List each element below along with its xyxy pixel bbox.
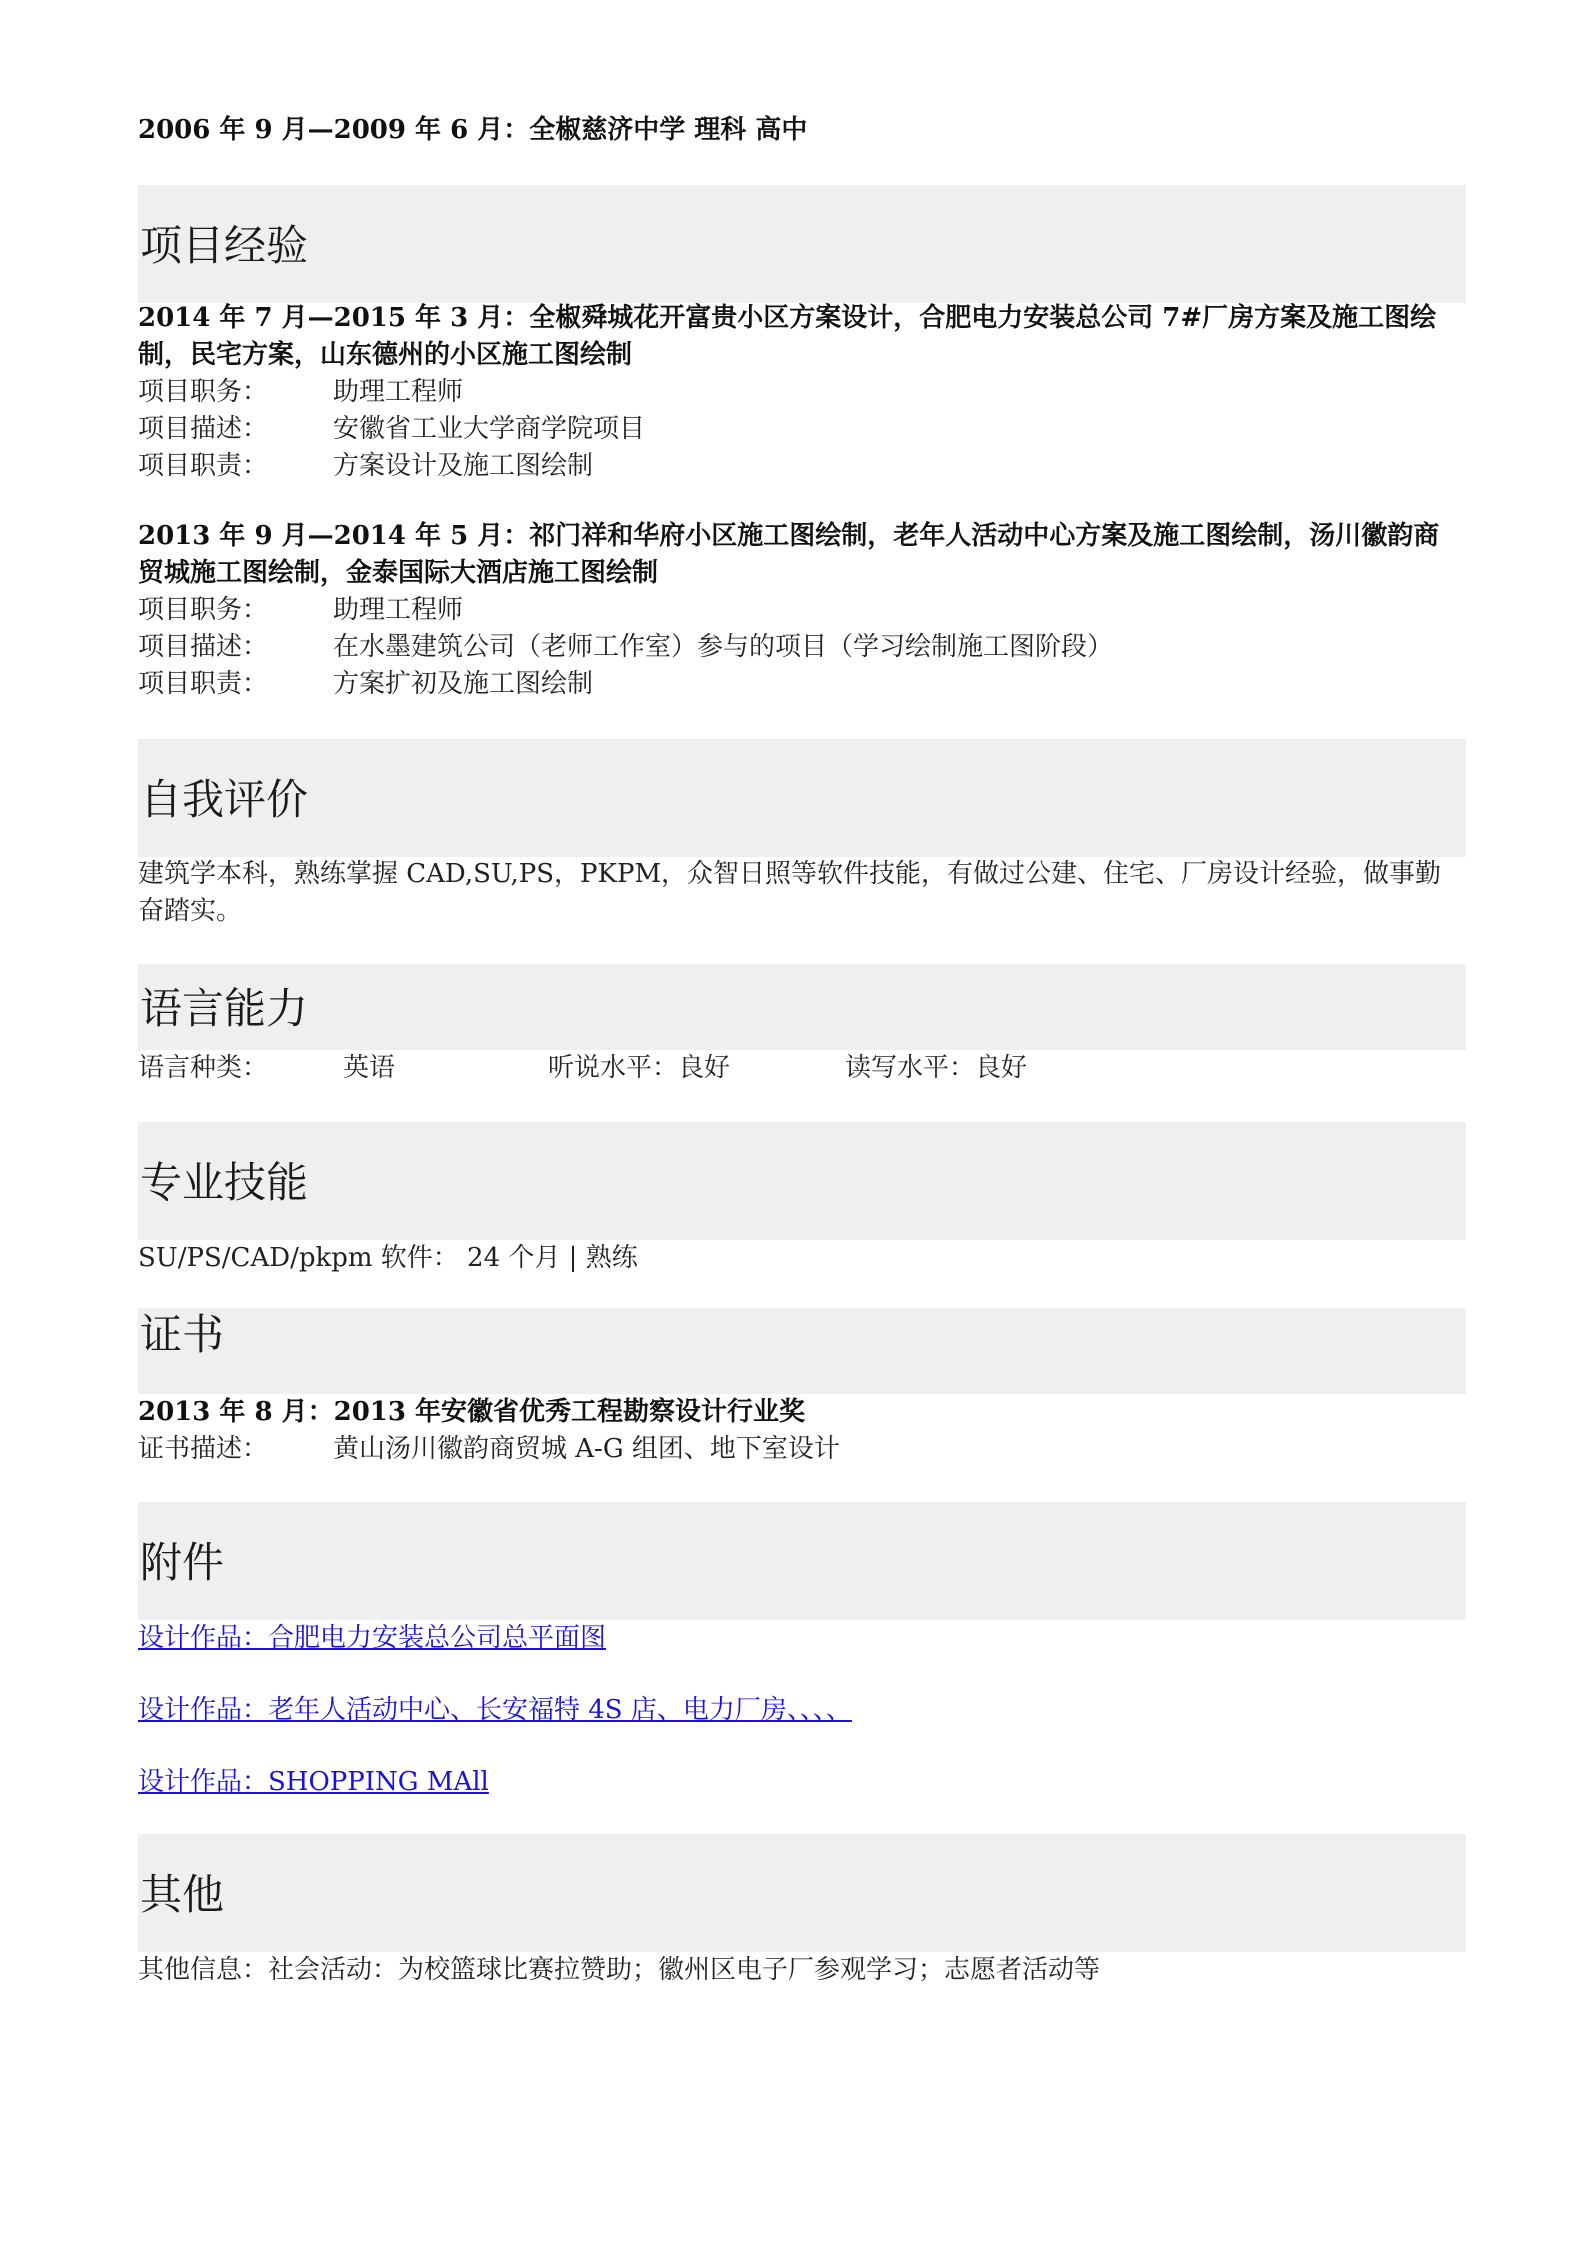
language-row <box>138 1050 1462 1087</box>
field-label: 项目描述： <box>138 632 269 662</box>
field-value: 黄山汤川徽韵商贸城 A-G 组团、地下室设计 <box>333 1434 840 1464</box>
project-duty-row <box>138 666 1462 703</box>
project-desc-row <box>138 411 1462 448</box>
section-title-certs: 证书 <box>140 1310 225 1359</box>
field-label: 项目职务： <box>138 595 269 625</box>
project-header: 2013 年 9 月—2014 年 5 月：祁门祥和华府小区施工图绘制，老年人活动中心方案及施工图绘制，汤川徽韵商贸城施工图绘制，金泰国际大酒店施工图绘制 <box>138 521 1440 588</box>
attachment-link-2[interactable]: 设计作品：老年人活动中心、长安福特 4S 店、电力厂房、、、、 <box>138 1695 852 1725</box>
field-value: 在水墨建筑公司（老师工作室）参与的项目（学习绘制施工图阶段） <box>333 632 1114 662</box>
section-title-self-eval: 自我评价 <box>140 775 309 824</box>
field-label: 项目描述： <box>138 414 269 444</box>
section-certs <box>138 1308 1466 1394</box>
field-label: 证书描述： <box>138 1434 269 1464</box>
section-title-projects: 项目经验 <box>140 221 309 270</box>
field-label: 项目职责： <box>138 451 269 481</box>
cert-desc-row <box>138 1431 1462 1468</box>
field-value: 方案设计及施工图绘制 <box>333 451 594 481</box>
section-title-language: 语言能力 <box>140 984 309 1033</box>
field-value: 方案扩初及施工图绘制 <box>333 669 594 699</box>
section-title-skills: 专业技能 <box>140 1158 309 1207</box>
field-value: 安徽省工业大学商学院项目 <box>333 414 646 444</box>
language-type: 英语 <box>343 1053 396 1083</box>
education-line: 2006 年 9 月—2009 年 6 月：全椒慈济中学 理科 高中 <box>138 115 808 145</box>
section-other <box>138 1834 1466 1952</box>
section-skills <box>138 1122 1466 1240</box>
self-eval-text: 建筑学本科，熟练掌握 CAD,SU,PS，PKPM，众智日照等软件技能，有做过公建、住宅、厂房设计经验，做事勤奋踏实。 <box>138 859 1442 926</box>
field-value: 助理工程师 <box>333 377 464 407</box>
section-language <box>138 964 1466 1050</box>
attachment-link-1[interactable]: 设计作品：合肥电力安装总公司总平面图 <box>138 1623 607 1653</box>
project-item-2 <box>138 518 1462 703</box>
project-role-row <box>138 374 1462 411</box>
project-item-1 <box>138 300 1462 485</box>
project-desc-row <box>138 629 1462 666</box>
cert-header: 2013 年 8 月：2013 年安徽省优秀工程勘察设计行业奖 <box>138 1397 806 1427</box>
field-label: 项目职责： <box>138 669 269 699</box>
other-text: 其他信息：社会活动：为校篮球比赛拉赞助；徽州区电子厂参观学习；志愿者活动等 <box>138 1955 1101 1985</box>
field-value: 助理工程师 <box>333 595 464 625</box>
language-write: 读写水平：良好 <box>845 1053 1028 1083</box>
section-title-other: 其他 <box>140 1870 225 1919</box>
project-duty-row <box>138 448 1462 485</box>
field-label: 项目职务： <box>138 377 269 407</box>
project-header: 2014 年 7 月—2015 年 3 月：全椒舜城花开富贵小区方案设计，合肥电力安装总公司 7#厂房方案及施工图绘制，民宅方案，山东德州的小区施工图绘制 <box>138 303 1437 370</box>
section-title-attachments: 附件 <box>140 1538 225 1587</box>
section-projects <box>138 185 1466 303</box>
section-attachments <box>138 1502 1466 1620</box>
project-role-row <box>138 592 1462 629</box>
attachment-link-3[interactable]: 设计作品：SHOPPING MAll <box>138 1767 489 1797</box>
language-type-label: 语言种类： <box>138 1053 269 1083</box>
language-listen: 听说水平：良好 <box>548 1053 731 1083</box>
skills-text: SU/PS/CAD/pkpm 软件： 24 个月 | 熟练 <box>138 1243 638 1273</box>
section-self-eval <box>138 739 1466 857</box>
